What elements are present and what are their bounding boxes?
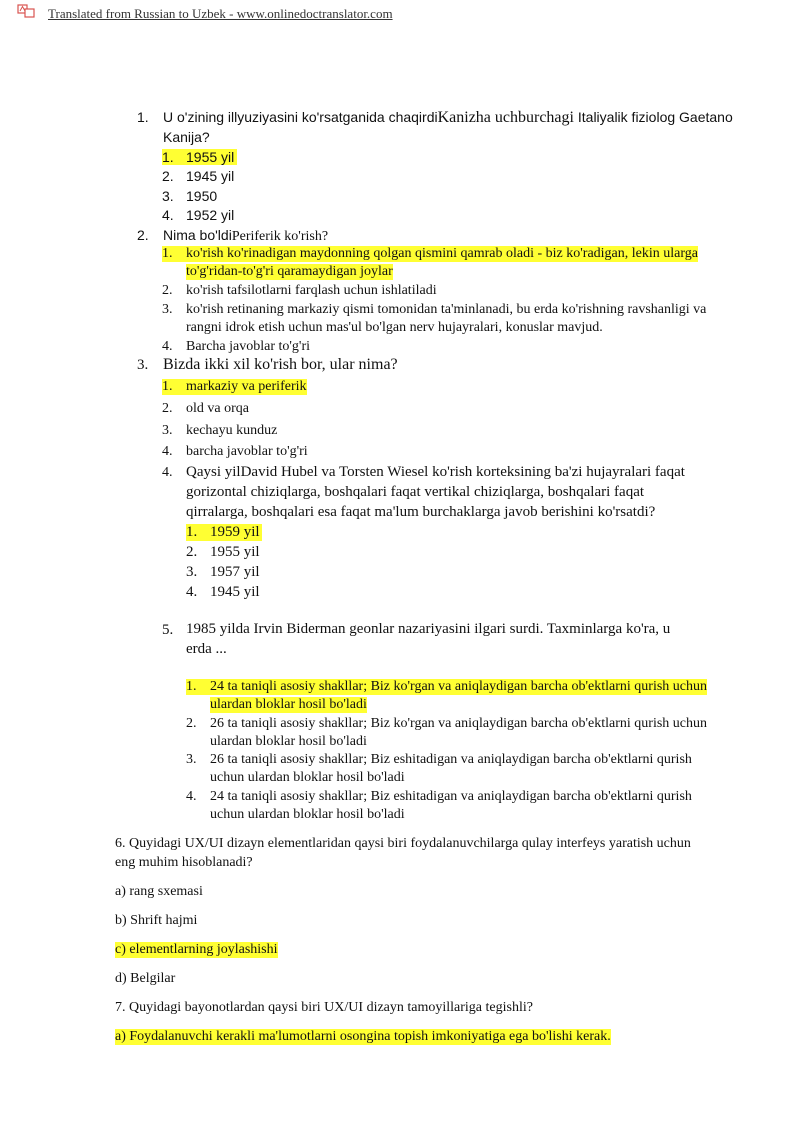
q2-answer-1-cont: to'g'ridan-to'g'ri qaramaydigan joylar (186, 264, 393, 279)
q5-answer-3: 3. 26 ta taniqli asosiy shakllar; Biz eshitadigan va aniqlaydigan barcha ob'ektlarni qurish (186, 752, 692, 767)
q2-number: 2. (137, 227, 149, 243)
q7-answer-a: a) Foydalanuvchi kerakli ma'lumotlarni osongina topish imkoniyatiga ega bo'lishi kerak. (115, 1029, 611, 1044)
q5-text-line2: erda ... (186, 641, 227, 657)
translator-banner-link[interactable]: Translated from Russian to Uzbek - www.onlinedoctranslator.com (48, 6, 393, 21)
q4-answer-1: 1. 1959 yil (186, 524, 260, 540)
q5-answer-2: 2. 26 ta taniqli asosiy shakllar; Biz ko'rgan va aniqlaydigan barcha ob'ektlarni qurish uchun (186, 716, 707, 731)
q5-number: 5. (162, 622, 174, 638)
q6-answer-b: b) Shrift hajmi (115, 913, 198, 928)
q5-answer-4: 4. 24 ta taniqli asosiy shakllar; Biz eshitadigan va aniqlaydigan barcha ob'ektlarni qurish (186, 789, 692, 804)
q3-answer-1: 1. markaziy va periferik (162, 379, 307, 394)
q4-text-line2: gorizontal chiziqlarga, boshqalari faqat vertikal chiziqlarga, boshqalari faqat (186, 484, 645, 500)
q5-text-line1: 1985 yilda Irvin Biderman geonlar nazariyasini ilgari surdi. Taxminlarga ko'ra, u (186, 621, 671, 637)
q3-answer-4: 4. barcha javoblar to'g'ri (162, 444, 308, 459)
q2-title: Nima bo'ldiPeriferik ko'rish? (163, 227, 329, 244)
q2-answer-1: 1. ko'rish ko'rinadigan maydonning qolgan qismini qamrab oladi - biz ko'radigan, lekin ularga (162, 246, 698, 261)
q6-text-line1: 6. Quyidagi UX/UI dizayn elementlaridan qaysi biri foydalanuvchilarga qulay interfeys yaratish uchun (115, 836, 691, 851)
q5-answer-1: 1. 24 ta taniqli asosiy shakllar; Biz ko'rgan va aniqlaydigan barcha ob'ektlarni qurish uchun (186, 679, 707, 694)
q5-answer-3-cont: uchun ulardan bloklar hosil bo'ladi (210, 770, 405, 785)
q1-text-line2: Kanija? (163, 129, 210, 145)
q1-answer-4: 4. 1952 yil (162, 207, 235, 223)
q4-text-line1: Qaysi yilDavid Hubel va Torsten Wiesel ko'rish korteksining ba'zi hujayralari faqat (186, 464, 685, 480)
q1-text-line1: U o'zining illyuziyasini ko'rsatganida chaqirdiKanizha uchburchagi Italiyalik fiziolog Gaetano (163, 109, 733, 126)
q7-title: 7. Quyidagi bayonotlardan qaysi biri UX/UI dizayn tamoyillariga tegishli? (115, 1000, 533, 1015)
q6-text-line2: eng muhim hisoblanadi? (115, 855, 253, 870)
q4-answer-2: 2. 1955 yil (186, 544, 260, 560)
q5-answer-4-cont: uchun ulardan bloklar hosil bo'ladi (210, 807, 405, 822)
q1-answer-3: 3. 1950 (162, 188, 218, 204)
translate-icon (17, 4, 37, 19)
q2-answer-4: 4. Barcha javoblar to'g'ri (162, 339, 310, 354)
q1-number: 1. (137, 109, 149, 125)
q3-title: Bizda ikki xil ko'rish bor, ular nima? (163, 356, 398, 373)
q1-answer-1: 1. 1955 yil (162, 149, 237, 165)
q4-text-line3: qirralarga, boshqalari esa faqat ma'lum burchaklarga javob berishini ko'rsatdi? (186, 504, 656, 520)
q4-answer-4: 4. 1945 yil (186, 584, 260, 600)
q3-number: 3. (137, 357, 149, 373)
q4-number: 4. (162, 465, 173, 480)
q6-answer-c: c) elementlarning joylashishi (115, 942, 278, 957)
q2-answer-3: 3. ko'rish retinaning markaziy qismi tomonidan ta'minlanadi, bu erda ko'rishning ravshanligi va (162, 302, 707, 317)
q4-answer-3: 3. 1957 yil (186, 564, 260, 580)
q3-answer-2: 2. old va orqa (162, 401, 249, 416)
q6-answer-d: d) Belgilar (115, 971, 176, 986)
q1-answer-2: 2. 1945 yil (162, 168, 235, 184)
q5-answer-2-cont: ulardan bloklar hosil bo'ladi (210, 734, 367, 749)
q2-answer-3-cont: rangni idrok etish uchun mas'ul bo'lgan nerv hujayralari, konuslar mavjud. (186, 320, 603, 335)
q3-answer-3: 3. kechayu kunduz (162, 423, 278, 438)
q5-answer-1-cont: ulardan bloklar hosil bo'ladi (210, 697, 367, 712)
q6-answer-a: a) rang sxemasi (115, 884, 203, 899)
q2-answer-2: 2. ko'rish tafsilotlarni farqlash uchun ishlatiladi (162, 283, 437, 298)
